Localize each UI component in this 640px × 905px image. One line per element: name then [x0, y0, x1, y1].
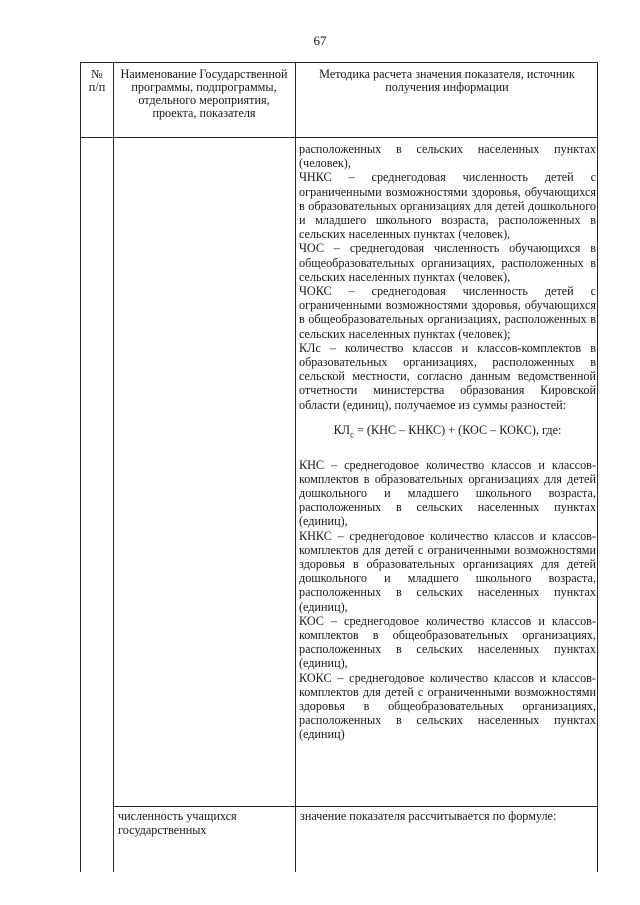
table-right-border: [597, 62, 598, 872]
table-left-border: [80, 62, 81, 872]
formula: [299, 423, 596, 442]
paragraph: ЧОКС – среднегодовая численность детей с ограниченными возможностями здоровья, обучающихся в общеобразовательных организациях, расположенных в сельских населенных пунктах (человек);: [299, 284, 596, 341]
paragraph: ЧНКС – среднегодовая численность детей с ограниченными возможностями здоровья, обучающихся в образовательных организациях для детей дошкольного и младшего школьного возраста, расположенных в сельских населенных пунктах (человек),: [299, 170, 596, 242]
indicator-name: численность учащихся государственных: [118, 809, 237, 837]
formula-rhs: = (КНС – КНКС) + (КОС – КОКС), где:: [353, 422, 562, 437]
paragraph: КНС – среднегодовое количество классов и классов-комплектов в образовательных организациях для детей дошкольного и младшего школьного возраста, расположенных в сельских населенных пунктах (единиц),: [299, 457, 596, 529]
paragraph: КОС – среднегодовое количество классов и классов-комплектов в общеобразовательных организациях, расположенных в сельских населенных пунктах (единиц),: [299, 613, 596, 671]
indicator-method: значение показателя рассчитывается по формуле:: [300, 809, 557, 823]
page-number: 67: [313, 33, 327, 48]
paragraph: КОКС – среднегодовое количество классов и классов-комплектов для детей с ограниченными возможностями здоровья в общеобразовательных организациях, расположенных в сельских населенных пунктах (единиц): [299, 670, 596, 742]
column-divider-1: [113, 62, 114, 872]
paragraph: КЛс – количество классов и классов-комплектов в образовательных организациях, расположенных в сельской местности, согласно данным ведомственной отчетности министерства образования Кировской области (единиц), получаемое из суммы разностей:: [299, 340, 596, 412]
column-divider-2: [295, 62, 296, 872]
paragraph: расположенных в сельских населенных пунктах (человек),: [299, 142, 596, 171]
paragraph: ЧОС – среднегодовая численность обучающихся в общеобразовательных организациях, расположенных в сельских населенных пунктах (человек),: [299, 241, 596, 284]
header-method: Методика расчета значения показателя, источник получения информации: [319, 67, 575, 94]
method-text: [299, 142, 596, 742]
formula-subscript: с: [349, 429, 354, 440]
paragraph: КНКС – среднегодовое количество классов и классов-комплектов для детей с ограниченными возможностями здоровья в образовательных организациях для детей дошкольного и младшего школьного возраста, расположенных в сельских населенных пунктах (единиц),: [299, 528, 596, 614]
formula-lhs: КЛ: [333, 422, 350, 437]
header-number: № п/п: [88, 67, 106, 94]
header-name: Наименование Государственной программы, подпрограммы, отдельного мероприятия, проекта, показателя: [120, 67, 288, 120]
row-divider: [113, 806, 598, 807]
table-top-border: [80, 62, 598, 63]
header-bottom-border: [80, 137, 598, 138]
